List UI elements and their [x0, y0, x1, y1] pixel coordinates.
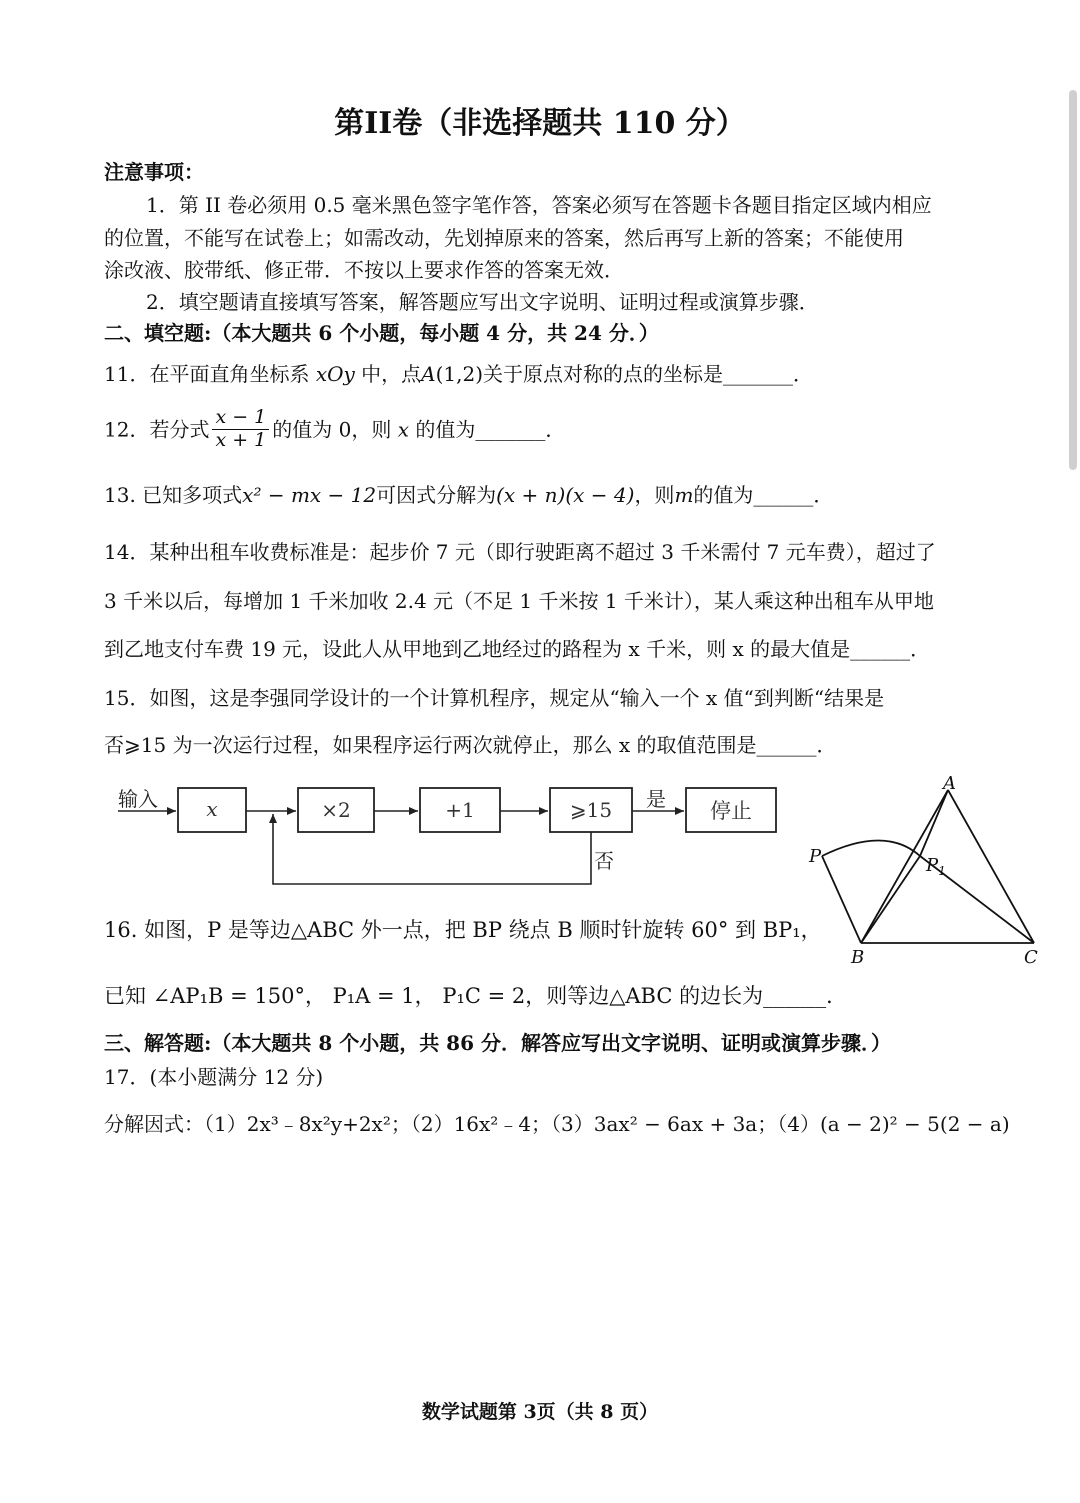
segment-bp1: [861, 856, 920, 943]
q12-number: 12．: [104, 417, 150, 442]
notes-line-3: 涂改液、胶带纸、修正带．不按以上要求作答的答案无效．: [104, 258, 624, 282]
q13-text-4: 的值为______．: [693, 483, 834, 507]
q13-text-3: ，则: [634, 483, 675, 507]
side-ac: [948, 790, 1034, 943]
notes-line-2: 的位置，不能写在试卷上；如需改动，先划掉原来的答案，然后再写上新的答案；不能使用: [104, 226, 904, 250]
question-11: [104, 362, 813, 386]
q14-line-3: 到乙地支付车费 19 元，设此人从甲地到乙地经过的路程为 x 千米，则 x 的最大值是______．: [104, 637, 931, 661]
page-footer: 数学试题第 3页（共 8 页）: [421, 1401, 659, 1423]
flow-yes-label: 是: [646, 787, 666, 811]
point-p1-subscript: 1: [938, 864, 946, 878]
rotation-arc: [822, 841, 920, 857]
flow-box-ge15-label: ⩾15: [569, 798, 613, 822]
flow-no-label: 否: [594, 849, 614, 873]
point-p: P: [809, 846, 822, 867]
q16-line-2: 已知 ∠AP₁B = 150°， P₁A = 1， P₁C = 2，则等边△ABC 的边长为______．: [104, 984, 848, 1008]
q12-variable: x: [397, 417, 409, 442]
q13-variable: m: [674, 483, 694, 507]
q13-text-2: 可因式分解为: [376, 483, 497, 507]
flow-box-times2-label: ×2: [321, 798, 351, 822]
flow-box-x-label: x: [206, 797, 218, 821]
q12-text-3: 的值为_______．: [415, 417, 566, 442]
q13-factorization: (x + n)(x − 4): [496, 483, 635, 507]
notes-line-1: 1．第 II 卷必须用 0.5 毫米黑色签字笔作答，答案必须写在答题卡各题目指定区域内相应: [146, 193, 932, 217]
flowchart: [110, 780, 800, 890]
q11-text-3: 关于原点对称的点的坐标是_______．: [483, 362, 814, 386]
triangle-figure: [800, 770, 1060, 970]
q17-content: 分解因式：（1）2x³﹣8x²y+2x²；（2）16x²﹣4；（3）3ax² − 6ax + 3a；（4）(a − 2)² − 5(2 − a): [104, 1112, 1010, 1136]
q15-line-1: 15．如图，这是李强同学设计的一个计算机程序，规定从“输入一个 x 值“到判断“结果是: [104, 686, 885, 710]
q14-line-2: 3 千米以后，每增加 1 千米加收 2.4 元（不足 1 千米按 1 千米计），某人乘这种出租车从甲地: [104, 589, 934, 613]
q13-polynomial: x² − mx − 12: [242, 483, 377, 507]
section-2-heading: 二、填空题:（本大题共 6 个小题，每小题 4 分，共 24 分．）: [104, 321, 659, 345]
q12-text-2: 的值为 0，则: [272, 417, 392, 442]
page-title: 第II卷（非选择题共 110 分）: [334, 106, 746, 141]
q16-line-1: 16. 如图，P 是等边△ABC 外一点，把 BP 绕点 B 顺时针旋转 60° 到 BP₁，: [104, 918, 822, 942]
q12-fraction: [212, 407, 269, 452]
q15-line-2: 否⩾15 为一次运行过程，如果程序运行两次就停止，那么 x 的取值范围是______．: [104, 733, 837, 757]
vertex-c: C: [1024, 947, 1038, 968]
segment-bp: [822, 856, 861, 943]
flow-input-label: 输入: [118, 787, 158, 811]
flow-box-plus1-label: +1: [445, 798, 475, 822]
vertex-b: B: [851, 947, 865, 968]
q12-numerator: x − 1: [212, 407, 269, 430]
q13-number: 13.: [104, 483, 136, 507]
section-3-heading: 三、解答题:（本大题共 8 个小题，共 86 分．解答应写出文字说明、证明或演算步骤．）: [104, 1031, 891, 1055]
q12-denominator: x + 1: [215, 428, 267, 451]
q14-line-1: 14．某种出租车收费标准是：起步价 7 元（即行驶距离不超过 3 千米需付 7 元车费），超过了: [104, 540, 936, 564]
scrollbar[interactable]: [1069, 90, 1077, 470]
flow-box-stop-label: 停止: [710, 799, 752, 823]
q11-variable: xOy: [315, 362, 355, 386]
q11-text: 在平面直角坐标系: [149, 362, 310, 386]
q13-text: 已知多项式: [142, 483, 243, 507]
vertex-a: A: [943, 773, 956, 794]
question-12: [104, 407, 565, 452]
q12-text: 若分式: [149, 417, 210, 442]
notes-line-4: 2．填空题请直接填写答案，解答题应写出文字说明、证明过程或演算步骤．: [146, 290, 819, 314]
flow-loop-line: [273, 814, 591, 884]
q17-header: 17．(本小题满分 12 分): [104, 1065, 324, 1089]
segment-ap1: [920, 790, 948, 856]
question-13: [104, 483, 833, 507]
notes-heading: 注意事项：: [104, 160, 204, 184]
point-p1-letter: P: [926, 855, 939, 876]
q11-number: 11．: [104, 362, 150, 386]
q11-coord: (1,2): [435, 362, 484, 386]
point-p1: [925, 855, 946, 878]
q11-text-2: 中，点: [361, 362, 422, 386]
q11-point: A: [421, 362, 436, 386]
